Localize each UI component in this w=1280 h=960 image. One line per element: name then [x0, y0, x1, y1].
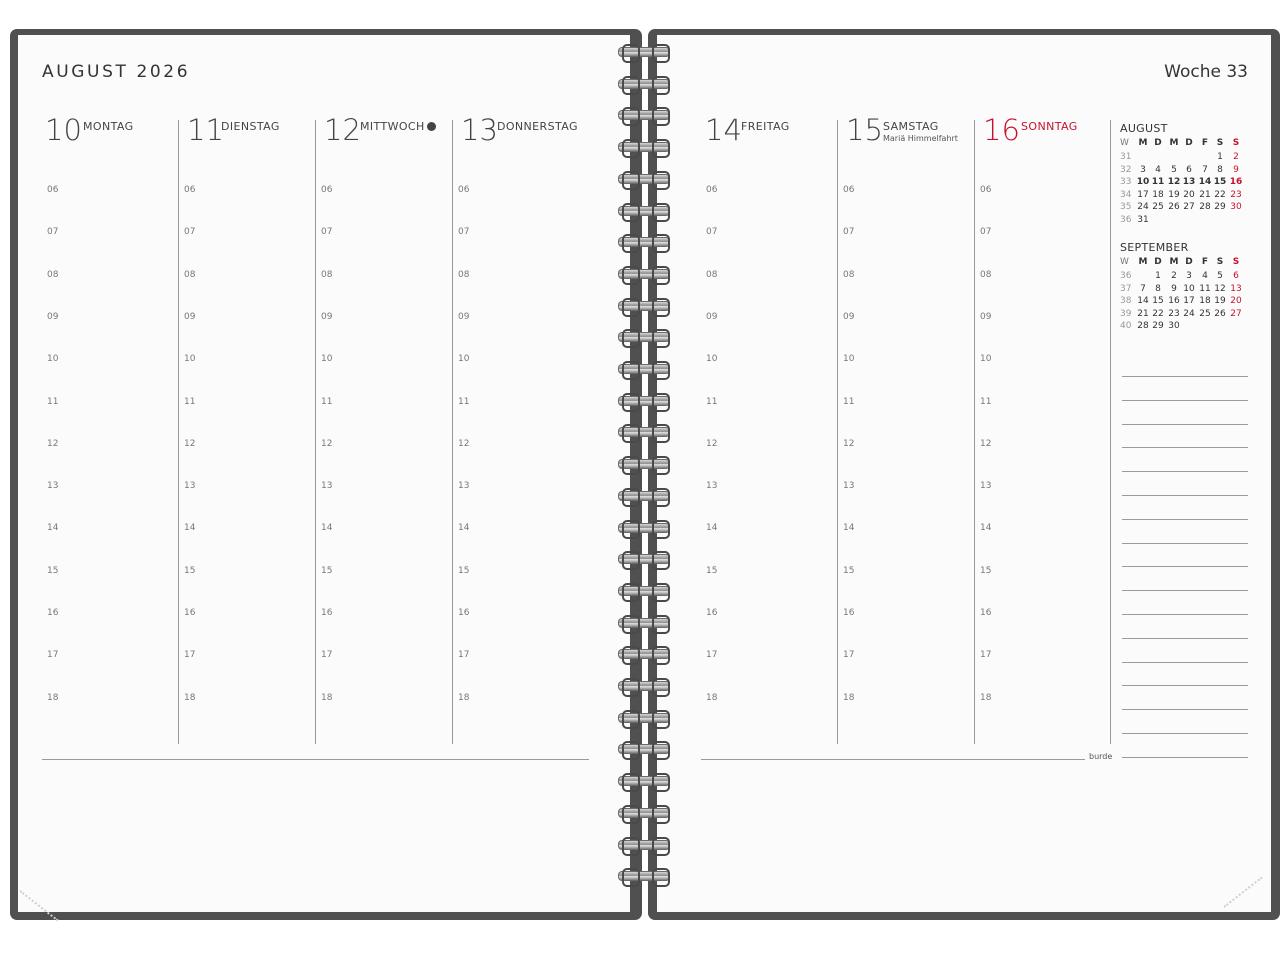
mini-calendar-day: 24: [1183, 308, 1195, 319]
mini-calendar-header: S: [1232, 257, 1240, 267]
day-name-1: MONTAG: [83, 120, 134, 133]
hour-label: 11: [980, 396, 992, 407]
binding-ring: [616, 551, 672, 566]
note-line: [1122, 495, 1248, 496]
mini-calendar-title-august: AUGUST: [1120, 122, 1168, 135]
mini-calendar-header: W: [1120, 257, 1129, 267]
hour-label: 09: [184, 311, 196, 322]
mini-calendar-header: F: [1201, 257, 1209, 267]
hour-label: 06: [843, 185, 855, 195]
binding-ring: [616, 234, 672, 249]
mini-calendar-day: 21: [1199, 189, 1211, 200]
hour-label: 06: [980, 185, 992, 195]
day-name-2: DIENSTAG: [221, 120, 280, 133]
hour-label: 07: [184, 227, 196, 238]
hour-label: 13: [184, 481, 196, 492]
hour-label: 11: [184, 396, 196, 407]
binding-ring: [616, 298, 672, 313]
hour-label: 14: [458, 523, 470, 534]
mini-calendar-day: 3: [1140, 164, 1146, 175]
mini-calendar-day: 17: [1183, 296, 1195, 306]
hour-label: 07: [843, 227, 855, 238]
mini-calendar-day: 10: [1136, 177, 1150, 187]
hour-label: 11: [843, 396, 855, 407]
mini-calendar-day: 1: [1155, 271, 1161, 281]
hour-label: 06: [458, 185, 470, 195]
hour-label: 14: [184, 523, 196, 534]
hour-label: 10: [843, 354, 855, 365]
hour-label: 06: [321, 185, 333, 195]
binding-ring: [616, 773, 672, 788]
mini-calendar-day: 3: [1186, 271, 1192, 281]
hour-label: 16: [47, 608, 59, 618]
binding-ring: [616, 107, 672, 122]
hour-label: 08: [184, 269, 196, 280]
hour-label: 12: [980, 438, 992, 449]
notes-line-left: [42, 759, 589, 760]
week-title: Woche 33: [1164, 62, 1248, 82]
hour-label: 18: [843, 692, 855, 703]
mini-calendar-week-number: 36: [1120, 271, 1132, 281]
column-divider: [452, 120, 453, 744]
mini-calendar-header: S: [1216, 138, 1224, 148]
binding-ring: [616, 805, 672, 820]
hour-label: 17: [706, 650, 718, 661]
binding-ring: [616, 615, 672, 630]
hour-label: 06: [47, 185, 59, 195]
hour-label: 12: [843, 438, 855, 449]
binding-ring: [616, 424, 672, 439]
mini-calendar-day: 27: [1183, 202, 1195, 212]
mini-calendar-day: 13: [1182, 177, 1196, 187]
hour-label: 10: [47, 354, 59, 365]
mini-calendar-day: 25: [1199, 308, 1211, 319]
hour-label: 11: [458, 396, 470, 407]
mini-calendar-day: 29: [1214, 202, 1226, 212]
mini-calendar-day: 12: [1214, 283, 1226, 294]
hour-label: 16: [843, 608, 855, 618]
hour-label: 17: [47, 650, 59, 661]
hour-label: 12: [706, 438, 718, 449]
note-line: [1122, 590, 1248, 591]
mini-calendar-week-number: 38: [1120, 296, 1132, 306]
note-line: [1122, 471, 1248, 472]
mini-calendar-week-number: 39: [1120, 308, 1132, 319]
hour-label: 11: [47, 396, 59, 407]
mini-calendar-day: 11: [1151, 177, 1165, 187]
mini-calendar-week-number: 36: [1120, 214, 1132, 225]
mini-calendar-day: 26: [1168, 202, 1180, 212]
binding-ring: [616, 868, 672, 883]
binding-ring: [616, 329, 672, 344]
hour-label: 11: [706, 396, 718, 407]
hour-label: 16: [184, 608, 196, 618]
hour-label: 16: [706, 608, 718, 618]
mini-calendar-day: 30: [1230, 202, 1242, 212]
hour-label: 13: [706, 481, 718, 492]
mini-calendar-week-number: 35: [1120, 202, 1132, 212]
mini-calendar-week-number: 37: [1120, 283, 1132, 294]
binding-ring: [616, 488, 672, 503]
mini-calendar-header: D: [1185, 257, 1193, 267]
hour-label: 15: [321, 565, 333, 576]
binding-ring: [616, 583, 672, 598]
mini-calendar-day: 25: [1152, 202, 1164, 212]
hour-label: 08: [843, 269, 855, 280]
mini-calendar-day: 18: [1199, 296, 1211, 306]
mini-calendar-day: 2: [1233, 152, 1239, 162]
note-line: [1122, 424, 1248, 425]
note-line: [1122, 733, 1248, 734]
mini-calendar-day: 6: [1233, 271, 1239, 281]
hour-label: 14: [321, 523, 333, 534]
binding-ring: [616, 710, 672, 725]
binding-ring: [616, 361, 672, 376]
hour-label: 06: [706, 185, 718, 195]
mini-calendar-day: 31: [1137, 214, 1149, 225]
column-divider: [974, 120, 975, 744]
mini-calendar-day: 18: [1152, 189, 1164, 200]
hour-label: 08: [980, 269, 992, 280]
column-divider: [837, 120, 838, 744]
hour-label: 13: [321, 481, 333, 492]
mini-calendar-week-number: 31: [1120, 152, 1132, 162]
binding-ring: [616, 456, 672, 471]
mini-calendar-header: F: [1201, 138, 1209, 148]
hour-label: 14: [980, 523, 992, 534]
hour-label: 07: [706, 227, 718, 238]
day-number-6: 15: [846, 113, 883, 147]
hour-label: 09: [321, 311, 333, 322]
day-number-7: 16: [983, 113, 1020, 147]
binding-ring: [616, 266, 672, 281]
hour-label: 12: [321, 438, 333, 449]
mini-calendar-header: D: [1154, 138, 1162, 148]
hour-label: 10: [980, 354, 992, 365]
binding-ring: [616, 171, 672, 186]
mini-calendar-week-number: 34: [1120, 189, 1132, 200]
hour-label: 13: [458, 481, 470, 492]
hour-label: 13: [47, 481, 59, 492]
mini-calendar-day: 10: [1183, 283, 1195, 294]
hour-label: 12: [458, 438, 470, 449]
day-name-3: MITTWOCH: [360, 120, 425, 133]
note-line: [1122, 614, 1248, 615]
mini-calendar-header: S: [1216, 257, 1224, 267]
new-moon-dot: [427, 122, 436, 131]
column-divider: [315, 120, 316, 744]
brand-label: burde: [1089, 752, 1113, 761]
mini-calendar-week-number: 32: [1120, 164, 1132, 175]
note-line: [1122, 662, 1248, 663]
hour-label: 14: [843, 523, 855, 534]
mini-calendar-day: 16: [1229, 177, 1243, 187]
mini-calendar-day: 2: [1171, 271, 1177, 281]
hour-label: 08: [458, 269, 470, 280]
day-name-5: FREITAG: [741, 120, 790, 133]
note-line: [1122, 519, 1248, 520]
mini-calendar-day: 27: [1230, 308, 1242, 319]
day-name-7: SONNTAG: [1021, 120, 1078, 133]
mini-calendar-week-number: 33: [1120, 177, 1132, 187]
hour-label: 17: [980, 650, 992, 661]
hour-label: 18: [706, 692, 718, 703]
hour-label: 15: [184, 565, 196, 576]
mini-calendar-day: 22: [1214, 189, 1226, 200]
hour-label: 18: [980, 692, 992, 703]
hour-label: 10: [184, 354, 196, 365]
mini-calendar-header: M: [1169, 138, 1179, 148]
hour-label: 07: [321, 227, 333, 238]
hour-label: 14: [706, 523, 718, 534]
mini-calendar-day: 12: [1167, 177, 1181, 187]
hour-label: 17: [458, 650, 470, 661]
day-name-6: SAMSTAG: [883, 120, 939, 133]
note-line: [1122, 638, 1248, 639]
mini-calendar-day: 8: [1155, 283, 1161, 294]
holiday-note: Mariä Himmelfahrt: [883, 134, 958, 143]
mini-calendar-day: 5: [1171, 164, 1177, 175]
day-number-1: 10: [45, 113, 82, 147]
note-line: [1122, 376, 1248, 377]
hour-label: 09: [47, 311, 59, 322]
mini-calendar-day: 29: [1152, 321, 1164, 331]
mini-calendar-day: 23: [1168, 308, 1180, 319]
hour-label: 07: [980, 227, 992, 238]
mini-calendar-header: M: [1169, 257, 1179, 267]
column-divider: [178, 120, 179, 744]
mini-calendar-day: 14: [1198, 177, 1212, 187]
left-page: [18, 35, 630, 912]
hour-label: 15: [980, 565, 992, 576]
note-line: [1122, 685, 1248, 686]
hour-label: 08: [321, 269, 333, 280]
hour-label: 18: [458, 692, 470, 703]
day-number-2: 11: [187, 113, 224, 147]
hour-label: 10: [706, 354, 718, 365]
note-line: [1122, 447, 1248, 448]
hour-label: 12: [184, 438, 196, 449]
mini-calendar-day: 6: [1186, 164, 1192, 175]
mini-calendar-header: M: [1138, 257, 1148, 267]
hour-label: 17: [184, 650, 196, 661]
hour-label: 09: [980, 311, 992, 322]
note-line: [1122, 757, 1248, 758]
hour-label: 18: [184, 692, 196, 703]
hour-label: 09: [706, 311, 718, 322]
hour-label: 16: [458, 608, 470, 618]
mini-calendar-day: 17: [1137, 189, 1149, 200]
day-number-5: 14: [705, 113, 742, 147]
hour-label: 08: [47, 269, 59, 280]
notes-line-right: [701, 759, 1085, 760]
hour-label: 09: [843, 311, 855, 322]
mini-calendar-day: 5: [1217, 271, 1223, 281]
hour-label: 12: [47, 438, 59, 449]
note-line: [1122, 400, 1248, 401]
mini-calendar-day: 23: [1230, 189, 1242, 200]
binding-ring: [616, 678, 672, 693]
hour-label: 18: [47, 692, 59, 703]
hour-label: 06: [184, 185, 196, 195]
mini-calendar-day: 30: [1168, 321, 1180, 331]
hour-label: 15: [706, 565, 718, 576]
mini-calendar-day: 9: [1171, 283, 1177, 294]
hour-label: 15: [843, 565, 855, 576]
mini-calendar-header: D: [1185, 138, 1193, 148]
hour-label: 10: [458, 354, 470, 365]
mini-calendar-header: S: [1232, 138, 1240, 148]
hour-label: 11: [321, 396, 333, 407]
mini-calendar-day: 19: [1214, 296, 1226, 306]
mini-calendar-day: 22: [1152, 308, 1164, 319]
note-line: [1122, 543, 1248, 544]
hour-label: 15: [458, 565, 470, 576]
mini-calendar-day: 7: [1202, 164, 1208, 175]
mini-calendar-day: 14: [1137, 296, 1149, 306]
month-title: AUGUST 2026: [42, 62, 191, 82]
hour-label: 13: [843, 481, 855, 492]
binding-ring: [616, 646, 672, 661]
mini-calendar-day: 26: [1214, 308, 1226, 319]
hour-label: 16: [321, 608, 333, 618]
mini-calendar-week-number: 40: [1120, 321, 1132, 331]
mini-calendar-day: 15: [1213, 177, 1227, 187]
hour-label: 13: [980, 481, 992, 492]
hour-label: 07: [47, 227, 59, 238]
note-line: [1122, 566, 1248, 567]
mini-calendar-day: 16: [1168, 296, 1180, 306]
binding-ring: [616, 44, 672, 59]
mini-calendar-day: 21: [1137, 308, 1149, 319]
binding-ring: [616, 520, 672, 535]
day-name-4: DONNERSTAG: [497, 120, 578, 133]
hour-label: 17: [321, 650, 333, 661]
hour-label: 16: [980, 608, 992, 618]
mini-calendar-day: 8: [1217, 164, 1223, 175]
mini-calendar-day: 4: [1202, 271, 1208, 281]
binding-ring: [616, 741, 672, 756]
mini-calendar-header: M: [1138, 138, 1148, 148]
mini-calendar-day: 28: [1199, 202, 1211, 212]
mini-calendar-day: 15: [1152, 296, 1164, 306]
mini-calendar-day: 11: [1199, 283, 1211, 294]
mini-calendar-day: 20: [1183, 189, 1195, 200]
hour-label: 15: [47, 565, 59, 576]
mini-calendar-day: 24: [1137, 202, 1149, 212]
binding-ring: [616, 393, 672, 408]
mini-calendar-day: 9: [1233, 164, 1239, 175]
hour-label: 08: [706, 269, 718, 280]
hour-label: 17: [843, 650, 855, 661]
hour-label: 14: [47, 523, 59, 534]
binding-ring: [616, 837, 672, 852]
binding-ring: [616, 76, 672, 91]
column-divider: [1110, 120, 1111, 744]
hour-label: 10: [321, 354, 333, 365]
mini-calendar-header: W: [1120, 138, 1129, 148]
hour-label: 18: [321, 692, 333, 703]
mini-calendar-day: 20: [1230, 296, 1242, 306]
day-number-3: 12: [324, 113, 361, 147]
note-line: [1122, 709, 1248, 710]
mini-calendar-header: D: [1154, 257, 1162, 267]
mini-calendar-title-september: SEPTEMBER: [1120, 241, 1189, 254]
hour-label: 07: [458, 227, 470, 238]
mini-calendar-day: 7: [1140, 283, 1146, 294]
mini-calendar-day: 13: [1230, 283, 1242, 294]
mini-calendar-day: 28: [1137, 321, 1149, 331]
binding-ring: [616, 203, 672, 218]
mini-calendar-day: 1: [1217, 152, 1223, 162]
hour-label: 09: [458, 311, 470, 322]
mini-calendar-day: 4: [1155, 164, 1161, 175]
mini-calendar-day: 19: [1168, 189, 1180, 200]
day-number-4: 13: [461, 113, 498, 147]
binding-ring: [616, 139, 672, 154]
